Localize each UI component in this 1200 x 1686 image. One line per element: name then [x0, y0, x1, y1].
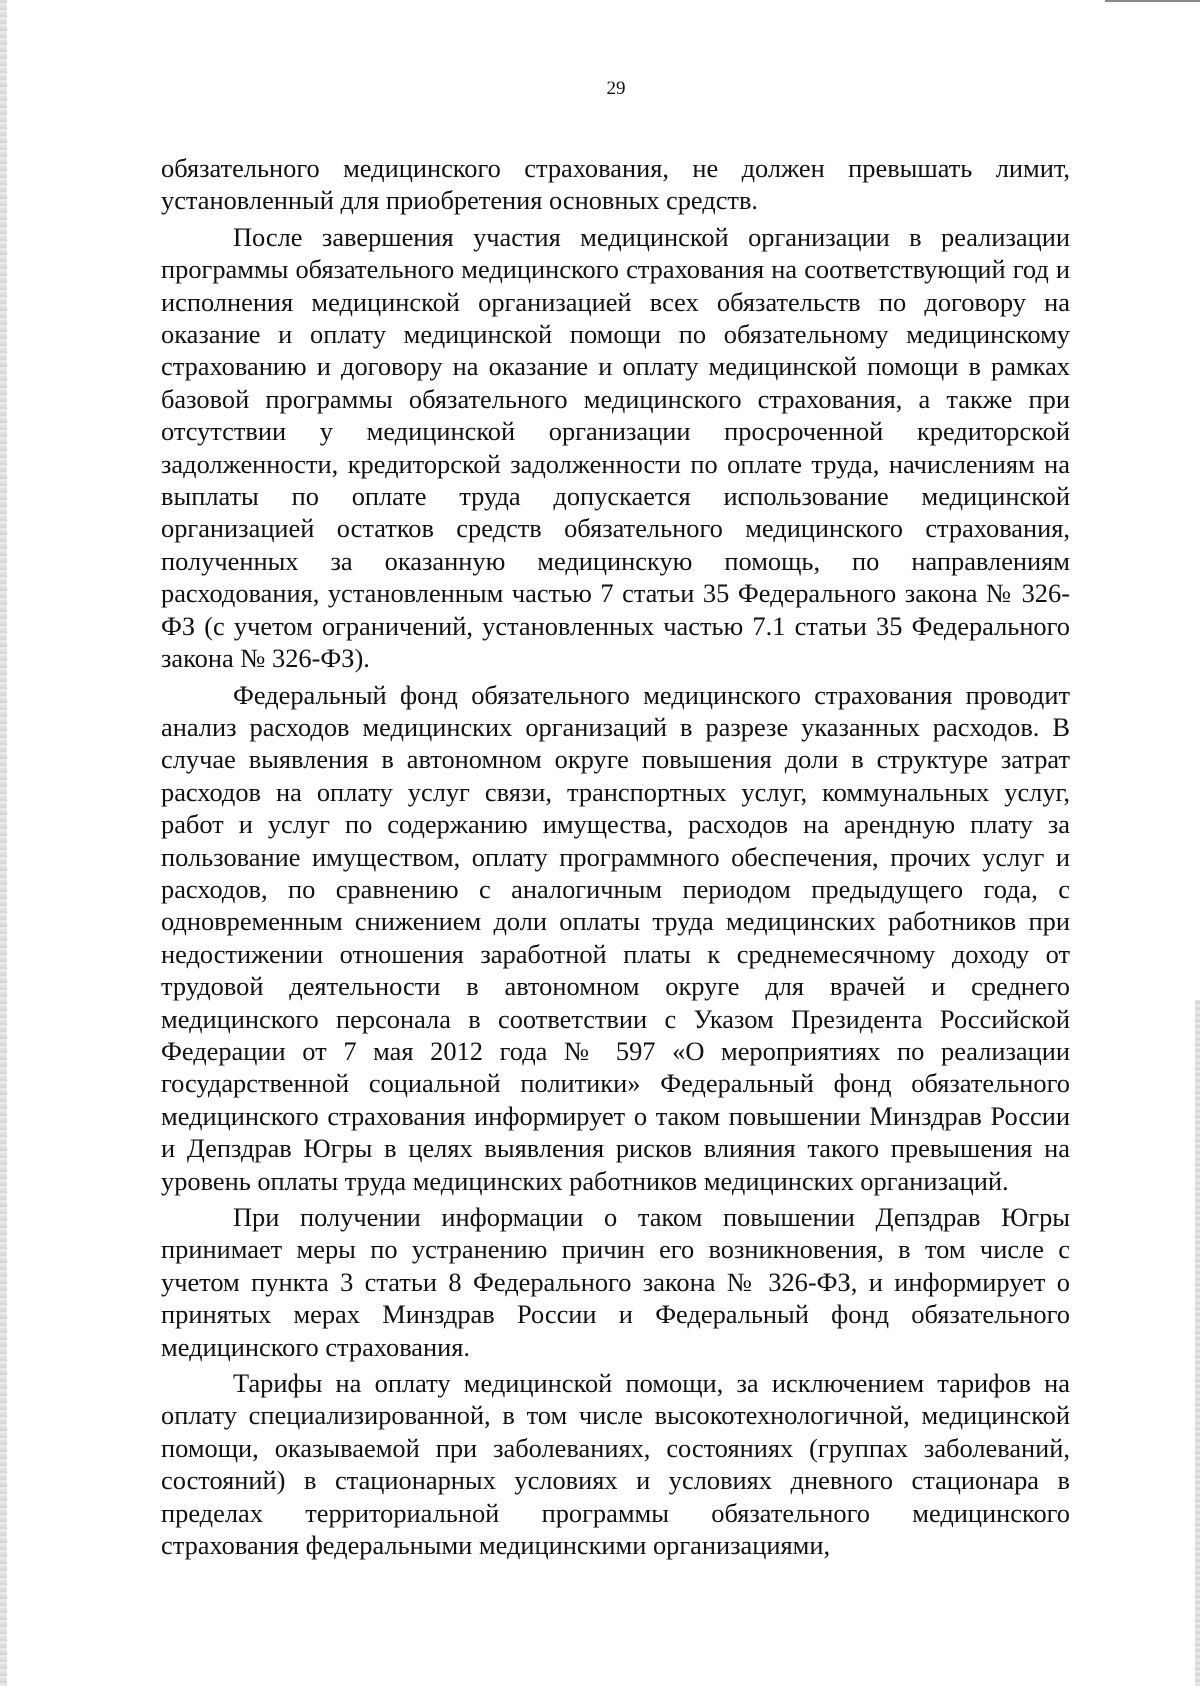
paragraph-depzdrav-measures: При получении информации о таком повышении Депздрав Югры принимает меры по устранению причин его возникновения, в том числе с учетом пункта 3 статьи 8 Федерального закона № 326-ФЗ, и информирует о принятых мерах Минздрав России и Федеральный фонд обязательного медицинского страхования.	[161, 1202, 1070, 1362]
page-number: 29	[606, 78, 626, 99]
document-body	[161, 152, 1070, 1561]
paragraph-continuation: обязательного медицинского страхования, не должен превышать лимит, установленный для приобретения основных средств.	[161, 153, 1070, 216]
scan-line-top	[1105, 0, 1200, 2]
paragraph-remaining-funds: После завершения участия медицинской организации в реализации программы обязательного медицинского страхования на соответствующий год и исполнения медицинской организацией всех обязательств по договору на оказание и оплату медицинской помощи по обязательному медицинскому страхованию и договору на оказание и оплату медицинской помощи в рамках базовой программы обязательного медицинского страхования, а также при отсутствии у медицинской организации просроченной кредиторской задолженности, кредиторской задолженности по оплате труда, начислениям на выплаты по оплате труда допускается использование медицинской организацией остатков средств обязательного медицинского страхования, полученных за оказанную медицинскую помощь, по направлениям расходования, установленным частью 7 статьи 35 Федерального закона № 326-ФЗ (с учетом ограничений, установленных частью 7.1 статьи 35 Федерального закона № 326-ФЗ).	[161, 221, 1070, 674]
paragraph-tariffs: Тарифы на оплату медицинской помощи, за исключением тарифов на оплату специализированной, в том числе высокотехнологичной, медицинской помощи, оказываемой при заболеваниях, состояниях (группах заболеваний, состояний) в стационарных условиях и условиях дневного стационара в пределах территориальной программы обязательного медицинского страхования федеральными медицинскими организациями,	[161, 1368, 1070, 1561]
paragraph-federal-fund-analysis: Федеральный фонд обязательного медицинского страхования проводит анализ расходов медицинских организаций в разрезе указанных расходов. В случае выявления в автономном округе повышения доли в структуре затрат расходов на оплату услуг связи, транспортных услуг, коммунальных услуг, работ и услуг по содержанию имущества, расходов на арендную плату за пользование имуществом, оплату программного обеспечения, прочих услуг и расходов, по сравнению с аналогичным периодом предыдущего года, с одновременным снижением доли оплаты труда медицинских работников при недостижении отношения заработной платы к среднемесячному доходу от трудовой деятельности в автономном округе для врачей и среднего медицинского персонала в соответствии с Указом Президента Российской Федерации от 7 мая 2012 года № 597 «О мероприятиях по реализации государственной социальной политики» Федеральный фонд обязательного медицинского страхования информирует о таком повышении Минздрав России и Депздрав Югры в целях выявления рисков влияния такого превышения на уровень оплаты труда медицинских работников медицинских организаций.	[161, 679, 1070, 1196]
scan-edge-left	[0, 0, 7, 1686]
scan-edge-right	[1195, 1000, 1200, 1686]
